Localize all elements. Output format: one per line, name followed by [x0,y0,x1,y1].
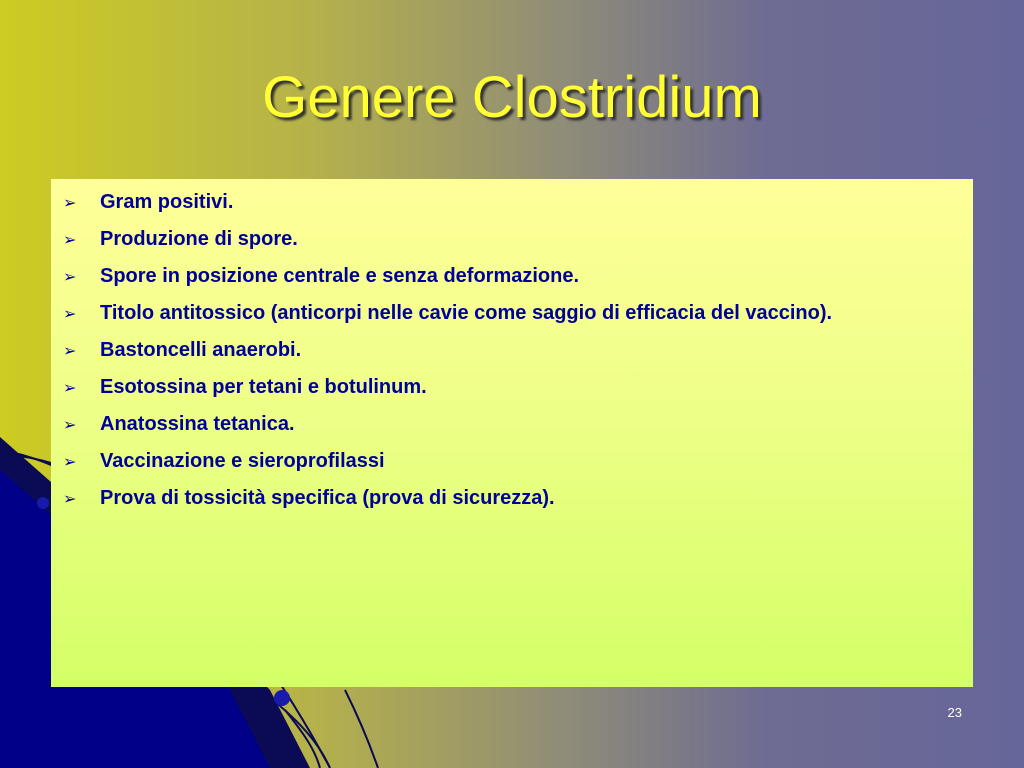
arrow-bullet-icon: ➢ [63,378,77,397]
bullet-text: Vaccinazione e sieroprofilassi [100,450,385,472]
arrow-bullet-icon: ➢ [63,304,77,323]
bullet-text: Prova di tossicità specifica (prova di sicurezza). [100,487,555,509]
content-box [51,179,973,687]
arrow-bullet-icon: ➢ [63,193,77,212]
bullet-text: Bastoncelli anaerobi. [100,339,302,361]
bullet-text: Gram positivi. [100,191,234,213]
bullet-text: Titolo antitossico (anticorpi nelle cavie come saggio di efficacia del vaccino). [100,302,833,324]
arrow-bullet-icon: ➢ [63,489,77,508]
bullet-item [63,446,943,477]
bullet-item [63,261,943,292]
arrow-bullet-icon: ➢ [63,452,77,471]
arrow-bullet-icon: ➢ [63,267,77,286]
arrow-bullet-icon: ➢ [63,230,77,249]
bullet-text: Produzione di spore. [100,228,298,250]
page-number: 23 [947,705,962,720]
bullet-item [63,298,943,329]
decoration-curve [345,690,378,768]
slide-title: Genere Clostridium [262,65,762,130]
bullet-text: Spore in posizione centrale e senza deformazione. [100,265,580,287]
bullet-text: Anatossina tetanica. [100,413,295,435]
bullet-list [63,187,943,514]
bullet-item [63,187,943,218]
bullet-text: Esotossina per tetani e botulinum. [100,376,427,398]
bullet-item [63,483,943,514]
arrow-bullet-icon: ➢ [63,341,77,360]
bullet-item [63,409,943,440]
bullet-item [63,335,943,366]
arrow-bullet-icon: ➢ [63,415,77,434]
decoration-dot [37,497,49,509]
bullet-item [63,224,943,255]
decoration-dot [274,690,290,706]
bullet-item [63,372,943,403]
